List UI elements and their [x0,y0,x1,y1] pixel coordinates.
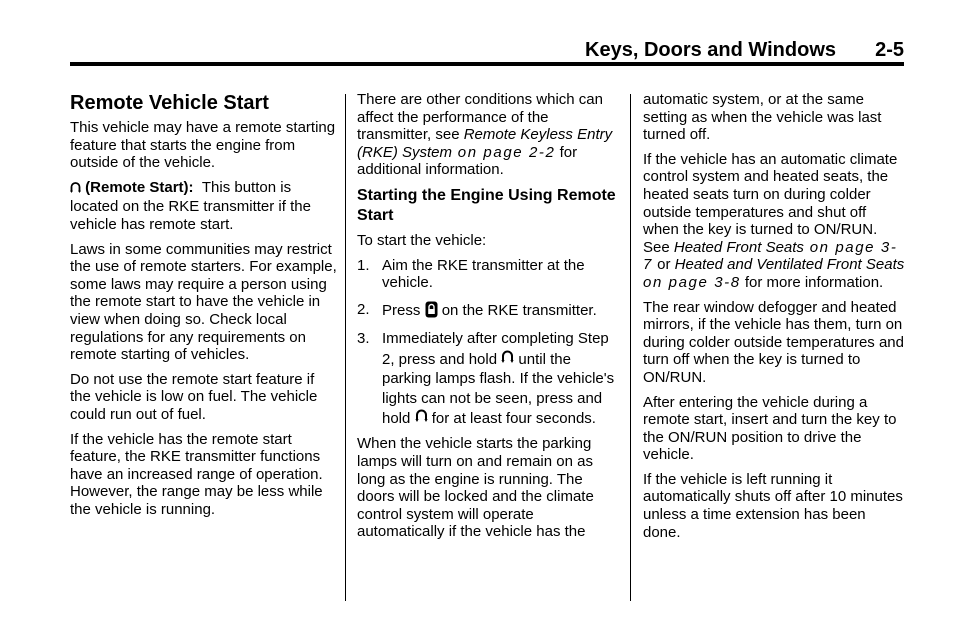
conditions-text: There are other conditions which can affect the performance of the transmitter, see [357,91,603,144]
column-3 [643,91,905,548]
column-divider-2 [630,94,631,601]
or-text: or [652,256,675,274]
entering-paragraph: After entering the vehicle during a remote start, insert and turn the key to the ON/RUN position to drive the vehicle. [643,393,897,464]
rke-page-ref: on page 2-2 [452,143,556,161]
step-text: Aim the RKE transmitter at the vehicle. [382,256,585,292]
header-rule [70,62,904,66]
step-text-end: on the RKE transmitter. [441,301,597,319]
shutoff-paragraph: If the vehicle is left running it automatically shuts off after 10 minutes unless a time extension has been done. [643,470,903,541]
step-number: 2. [357,300,370,318]
fuel-paragraph: Do not use the remote start feature if the vehicle is low on fuel. The vehicle could run out of fuel. [70,370,318,423]
step-text-end: for at least four seconds. [431,409,596,427]
ventilated-seats-reference: Heated and Ventilated Front Seats [674,256,905,274]
remote-start-text: This button is located on the RKE transmitter if the vehicle has remote start. [70,178,311,233]
remote-start-button-paragraph [70,179,338,234]
column-2 [357,91,619,548]
page-title: Remote Vehicle Start [70,92,269,114]
heated-seats-page-ref: on page 3-7 [643,238,898,274]
lock-icon [425,301,438,323]
step-text: Immediately after completing Step 2, press and hold [382,330,609,368]
conditions-paragraph [357,91,619,179]
intro-paragraph: This vehicle may have a remote starting feature that starts the engine from outside of the vehicle. [70,119,336,172]
heated-seats-paragraph [643,151,905,292]
step-number: 1. [357,256,370,274]
heated-seats-text: If the vehicle has an automatic climate control system and heated seats, the heated seats turn on during colder outside temperatures and shut off when the key is turned to ON/RUN. See [643,150,898,256]
steps-list [357,257,619,429]
step-text: Press [382,301,421,319]
remote-start-icon [501,349,514,369]
page-number: 2-5 [875,39,904,61]
step-text-mid: until the parking lamps flash. If the vehicle's lights can not be seen, press and hold [382,350,615,427]
column-divider-1 [345,94,346,601]
remote-start-icon [70,181,81,199]
heated-seats-reference: Heated Front Seats [673,238,804,256]
ventilated-seats-page-ref: on page 3-8 [643,273,741,291]
conditions-text-end: for additional information. [357,143,578,179]
after-start-paragraph: When the vehicle starts the parking lamps will turn on and remain on as long as the engine is running. The doors will be locked and the climate control system will operate automatically if the vehicle has the [357,435,594,541]
list-item [357,301,619,323]
defogger-paragraph: The rear window defogger and heated mirrors, if the vehicle has them, turn on during colder outside temperatures and turn off when the key is turned to ON/RUN. [643,298,904,386]
list-item [357,257,619,292]
remote-start-label: (Remote Start): [85,178,194,196]
list-item [357,329,619,428]
subheading: Starting the Engine Using Remote Start [357,186,616,224]
range-paragraph: If the vehicle has the remote start feature, the RKE transmitter functions have an increased range of operation. However, the range may be less while the vehicle is running. [70,430,323,518]
remote-start-icon [415,408,428,428]
section-title: Keys, Doors and Windows [585,39,836,61]
column-1 [70,91,338,525]
continued-paragraph: automatic system, or at the same setting as when the vehicle was last turned off. [643,91,882,144]
laws-paragraph: Laws in some communities may restrict the use of remote starters. For example, some laws may require a person using the remote start to have the vehicle in view when doing so. Check local regulations for any requirements on remote starting of vehicles. [70,240,337,364]
heated-seats-text-end: for more information. [740,273,884,291]
page-header [70,38,904,62]
step-number: 3. [357,330,370,348]
to-start-paragraph: To start the vehicle: [357,231,487,249]
rke-reference: Remote Keyless Entry (RKE) System [357,126,613,161]
